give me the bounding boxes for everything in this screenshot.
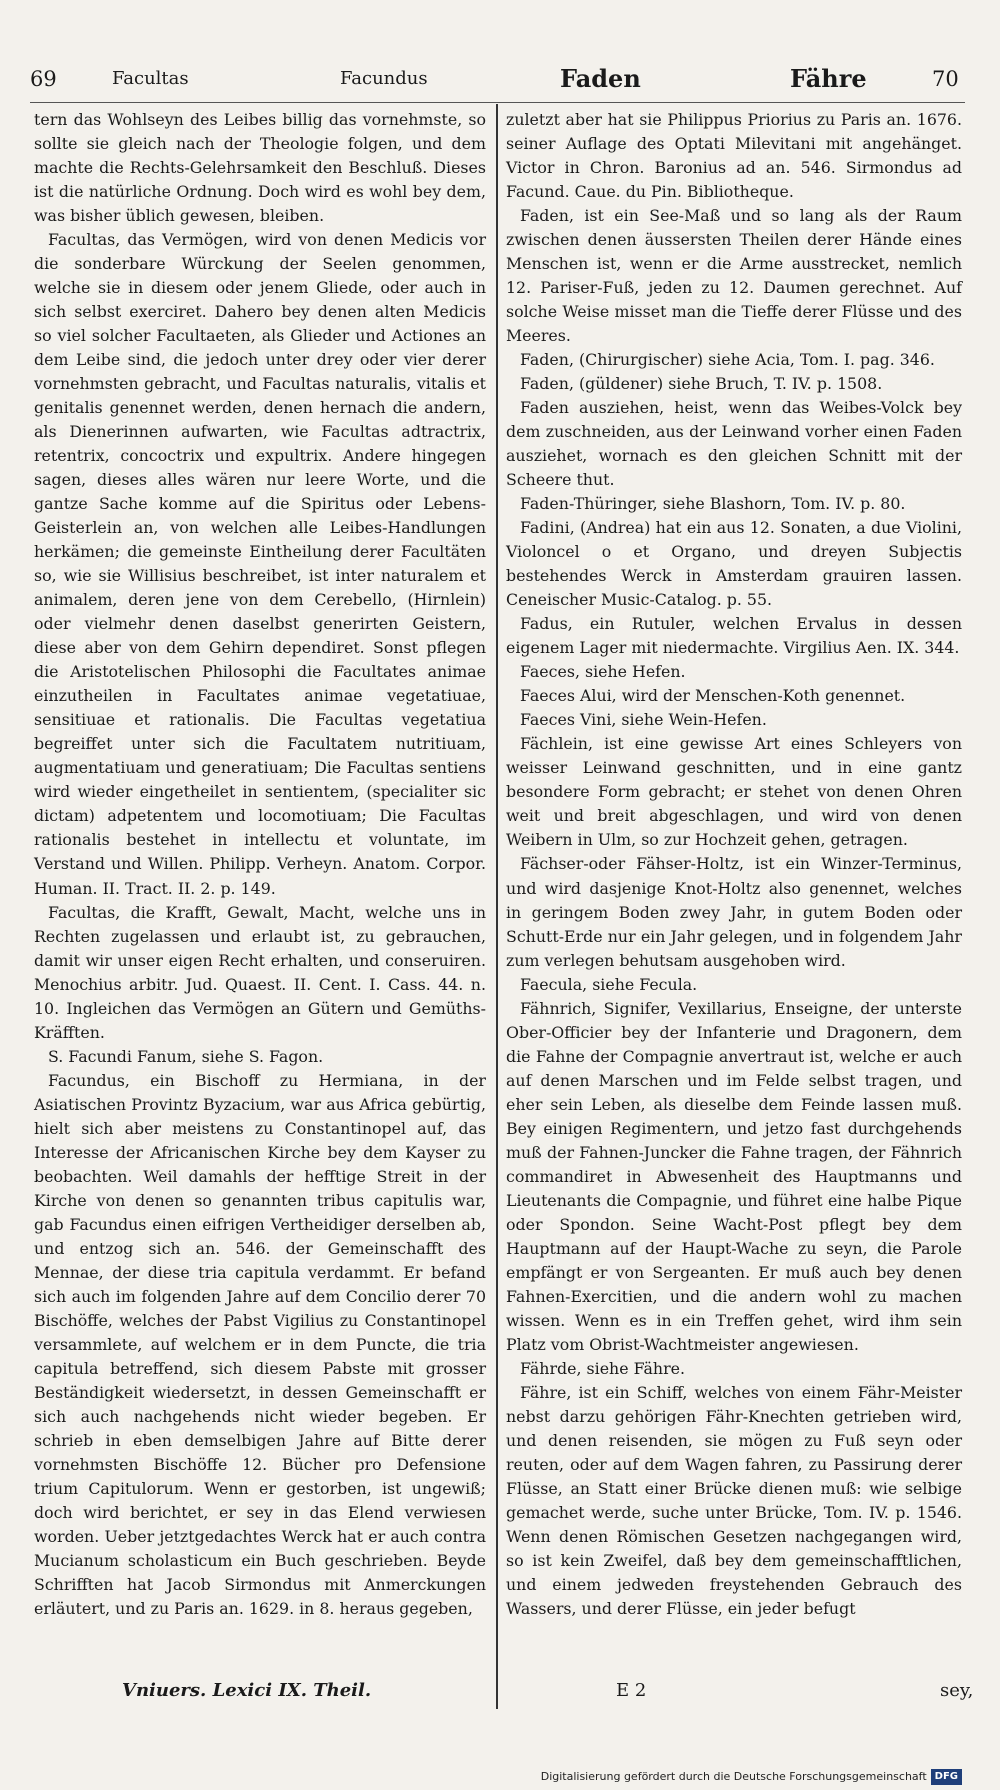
digitization-credit bbox=[541, 1767, 962, 1787]
dictionary-entry: Faecula, siehe Fecula. bbox=[520, 974, 698, 994]
running-head-right-2: Fähre bbox=[790, 64, 867, 93]
signature-number: E 2 bbox=[616, 1680, 647, 1701]
dictionary-entry: Facundus, ein Bischoff zu Hermiana, in der Asiatischen Provintz Byzacium, war aus Africa gebürtig, hielt sich aber meistens zu Constantinopel auf, das Interesse der Africanischen Kirche bey dem Kayser zu beobachten. Weil damahls der hefftige Streit in der Kirche von denen so genannten tribus capitulis war, gab Facundus einen eifrigen Vertheidiger derselben ab, und entzog sich an. 546. der Gemeinschafft des Mennae, der diese tria capitula verdammt. Er befand sich auch im folgenden Jahre auf dem Concilio derer 70 Bischöffe, welches der Pabst Vigilius zu Constantinopel versammlete, auf welchem er in dem Puncte, die tria capitula betreffend, sich diesem Pabste mit grosser Beständigkeit wiedersetzt, in dessen Gemeinschafft er sich auch nachgehends nicht wieder begeben. Er schrieb in eben demselbigen Jahre auf Bitte derer vornehmsten Bischöffe 12. Bücher pro Defensione trium Capitulorum. Wenn er gestorben, ist ungewiß; doch wird berichtet, er sey in das Elend verwiesen worden. Ueber jetztgedachtes Werck hat er auch contra Mucianum scholasticum ein Buch geschrieben. Beyde Schrifften hat Jacob Sirmondus mit Anmerckungen erläutert, und zu Paris an. 1629. in 8. heraus gegeben, bbox=[34, 1070, 486, 1618]
column-divider bbox=[496, 104, 498, 1709]
dictionary-entry: Facultas, die Krafft, Gewalt, Macht, welche uns in Rechten zugelassen und erlaubt ist, zu gebrauchen, damit wir unser eigen Recht erhalten, und conseruiren. Menochius arbitr. Jud. Quaest. II. Cent. I. Cass. 44. n. 10. Ingleichen das Vermögen an Gütern und Gemüths-Kräfften. bbox=[34, 902, 486, 1042]
running-head-right-1: Faden bbox=[560, 64, 641, 93]
catchword: sey, bbox=[940, 1680, 974, 1701]
page-number-right: 70 bbox=[932, 67, 959, 91]
dictionary-entry: Faden, ist ein See-Maß und so lang als der Raum zwischen denen äussersten Theilen derer Hände eines Menschen ist, wenn er die Arme ausstrecket, nemlich 12. Pariser-Fuß, jeden zu 12. Daumen gerechnet. Auf solche Weise misset man die Tieffe derer Flüsse und des Meeres. bbox=[506, 206, 962, 346]
dictionary-entry: Fächlein, ist eine gewisse Art eines Schleyers von weisser Leinwand geschnitten, und in eine gantz besondere Form gebracht; er stehet von denen Ohren weit und breit abgeschlagen, und wird von denen Weibern in Ulm, so zur Hochzeit gehen, getragen. bbox=[506, 734, 962, 850]
left-column bbox=[34, 108, 486, 1621]
dictionary-entry: Faeces Alui, wird der Menschen-Koth genennet. bbox=[520, 686, 906, 706]
right-column bbox=[506, 108, 962, 1621]
dictionary-entry: Faeces Vini, siehe Wein-Hefen. bbox=[520, 710, 767, 730]
dictionary-entry: Faden, (güldener) siehe Bruch, T. IV. p. 1508. bbox=[520, 374, 883, 394]
page-number-left: 69 bbox=[30, 67, 57, 91]
digitization-note: Digitalisierung gefördert durch die Deutsche Forschungsgemeinschaft bbox=[540, 1770, 927, 1783]
dictionary-entry: Fährde, siehe Fähre. bbox=[520, 1358, 685, 1378]
dictionary-entry: Fadus, ein Rutuler, welchen Ervalus in dessen eigenem Lager mit niedermachte. Virgilius Aen. IX. 344. bbox=[506, 614, 962, 658]
dictionary-entry: Fähre, ist ein Schiff, welches von einem Fähr-Meister nebst darzu gehörigen Fähr-Knechten getrieben wird, und denen reisenden, sie mögen zu Fuß seyn oder reuten, oder auf dem Wagen fahren, zu Passirung derer Flüsse, an Statt einer Brücke dienen muß: wie selbige gemachet werde, suche unter Brücke, Tom. IV. p. 1546. Wenn denen Römischen Gesetzen nachgegangen wird, so ist kein Zweifel, daß bey dem gemeinschafftlichen, und einem jedweden freystehenden Gebrauch des Wassers, und derer Flüsse, ein jeder befugt bbox=[506, 1382, 962, 1618]
running-head-left-2: Facundus bbox=[340, 68, 428, 89]
dictionary-entry: Facultas, das Vermögen, wird von denen Medicis vor die sonderbare Würckung der Seelen genommen, welche sie in diesem oder jenem Gliede, oder auch in sich selbst exerciret. Dahero bey denen alten Medicis so viel solcher Facultaeten, als Glieder und Actiones an dem Leibe sind, die jedoch unter drey oder vier derer vornehmsten gebracht, und Facultas naturalis, vitalis et genitalis genennet werden, denen hernach die andern, als Dienerinnen aufwarten, wie Facultas adtractrix, retentrix, concoctrix und expultrix. Andere hingegen sagen, dieses alles wären nur leere Worte, und die gantze Sache komme auf die Spiritus oder Lebens-Geisterlein an, von welchen alle Leibes-Handlungen herkämen; die gemeinste Eintheilung derer Facultäten so, wie sie Willisius beschreibet, ist inter naturalem et animalem, deren jene von dem Cerebello, (Hirnlein) oder vielmehr denen daselbst generirten Geistern, diese aber von dem Gehirn dependiret. Sonst pflegen die Aristotelischen Philosophi die Facultates animae einzutheilen in Facultates animae vegetatiuae, sensitiuae et rationalis. Die Facultas vegetatiua begreiffet unter sich die Facultatem nutritiuam, augmentatiuam und generatiuam; Die Facultas sentiens wird wieder eingetheilet in sentientem, (specialiter sic dictam) adpetentem und locomotiuam; Die Facultas rationalis bestehet in intellectu et voluntate, im Verstand und Willen. Philipp. Verheyn. Anatom. Corpor. Human. II. Tract. II. 2. p. 149. bbox=[34, 230, 486, 898]
dictionary-entry: Faden-Thüringer, siehe Blashorn, Tom. IV. p. 80. bbox=[520, 494, 906, 514]
dictionary-entry: Fächser-oder Fähser-Holtz, ist ein Winzer-Terminus, und wird dasjenige Knot-Holtz also genennet, welches in geringem Boden zwey Jahr, in gutem Boden oder Schutt-Erde nur ein Jahr gelegen, und in folgendem Jahr zum verlegen behutsam ausgehoben wird. bbox=[506, 854, 962, 970]
dfg-logo: DFG bbox=[931, 1769, 962, 1785]
signature-mark: Vniuers. Lexici IX. Theil. bbox=[122, 1680, 372, 1701]
header-rule bbox=[30, 102, 965, 103]
dictionary-entry: S. Facundi Fanum, siehe S. Fagon. bbox=[48, 1046, 324, 1066]
dictionary-entry: Fähnrich, Signifer, Vexillarius, Enseigne, der unterste Ober-Officier bey der Infanterie und Dragonern, dem die Fahne der Compagnie anvertraut ist, welche er auch auf denen Marschen und im Felde selbst tragen, und eher sein Leben, als dieselbe dem Feinde lassen muß. Bey einigen Regimentern, und jetzo fast durchgehends muß der Fahnen-Juncker die Fahne tragen, der Fähnrich commandiret in Abwesenheit des Hauptmanns und Lieutenants die Compagnie, und führet eine halbe Pique oder Spondon. Seine Wacht-Post pflegt bey dem Hauptmann auf der Haupt-Wache zu seyn, die Parole empfängt er von Sergeanten. Er muß auch bey denen Fahnen-Exercitien, und die andern wohl zu machen wissen. Wenn es in ein Treffen gehet, wird ihm sein Platz vom Obrist-Wachtmeister angewiesen. bbox=[506, 998, 962, 1354]
running-head-left-1: Facultas bbox=[112, 68, 189, 89]
dictionary-entry: Fadini, (Andrea) hat ein aus 12. Sonaten, a due Violini, Violoncel o et Organo, und dreyen Subjectis bestehendes Werck in Amsterdam grauiren lassen. Ceneischer Music-Catalog. p. 55. bbox=[506, 518, 962, 610]
dictionary-entry: Faden ausziehen, heist, wenn das Weibes-Volck bey dem zuschneiden, aus der Leinwand vorher einen Faden ausziehet, wornach es den gleichen Schnitt mit der Scheere thut. bbox=[506, 398, 962, 490]
dictionary-entry: zuletzt aber hat sie Philippus Priorius zu Paris an. 1676. seiner Auflage des Optati Milevitani mit angehänget. Victor in Chron. Baronius ad an. 546. Sirmondus ad Facund. Caue. du Pin. Bibliotheque. bbox=[506, 110, 962, 202]
dictionary-entry: tern das Wohlseyn des Leibes billig das vornehmste, so sollte sie gleich nach der Theologie folgen, und dem machte die Rechts-Gelehrsamkeit den Beschluß. Dieses ist die natürliche Ordnung. Doch wird es wohl bey dem, was bisher üblich gewesen, bleiben. bbox=[34, 110, 486, 226]
dictionary-entry: Faeces, siehe Hefen. bbox=[520, 662, 686, 682]
dictionary-entry: Faden, (Chirurgischer) siehe Acia, Tom. I. pag. 346. bbox=[520, 350, 935, 370]
